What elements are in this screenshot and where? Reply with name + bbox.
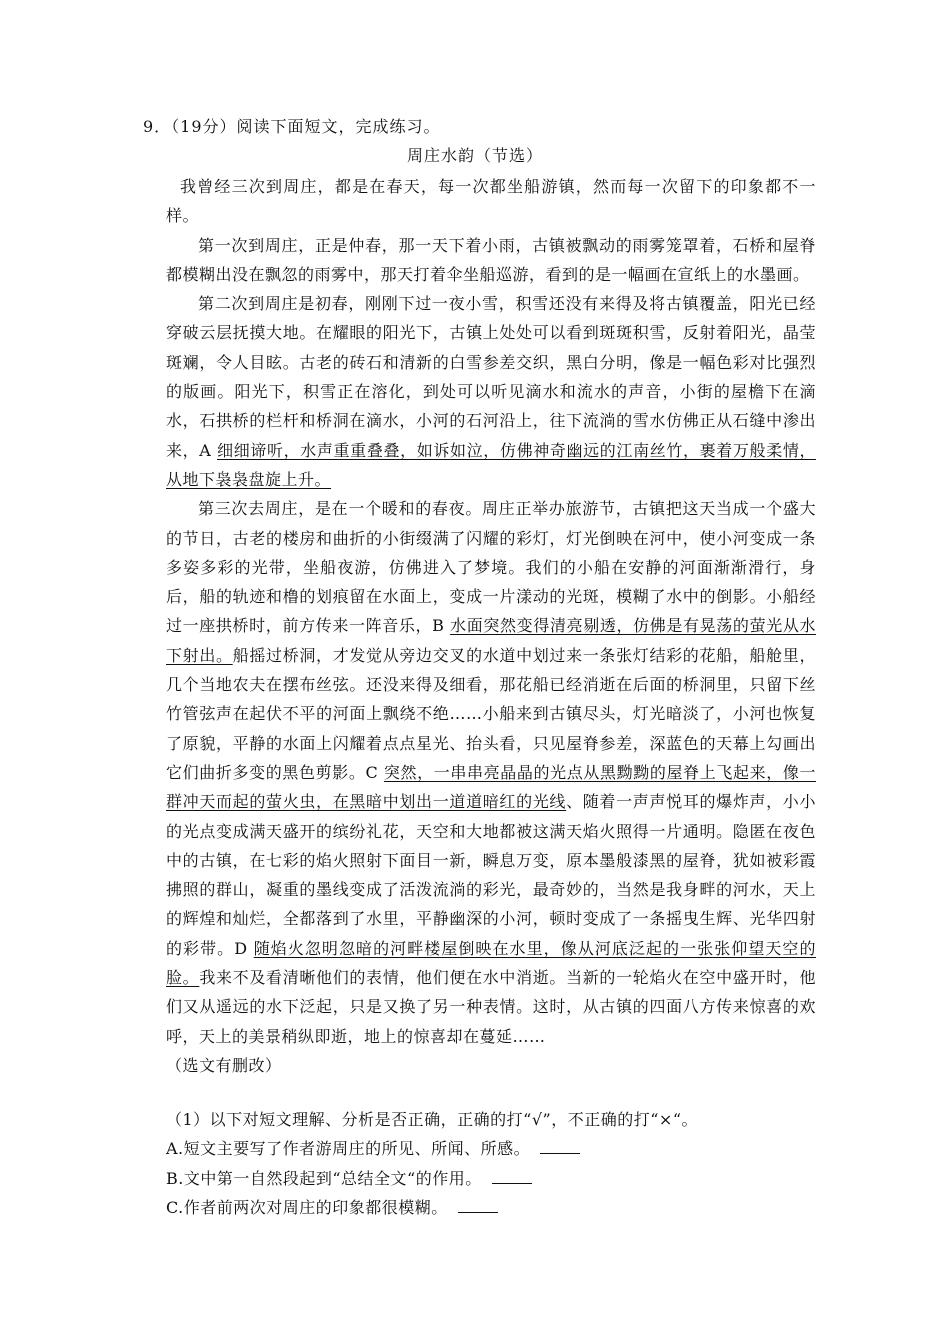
underlined-sentence-c: 突然，一串串亮晶晶的光点从黑黝黝的屋脊上飞起来，像一群冲天而起的萤火虫，在黑暗中划出一道道暗红的光线 — [166, 762, 816, 812]
paragraph-1: 我曾经三次到周庄，都是在春天，每一次都坐船游镇，然而每一次留下的印象都不一样。 — [166, 177, 816, 226]
question-block — [166, 1105, 816, 1222]
underlined-sentence-b: 水面突然变得清亮剔透，仿佛是有晃荡的萤光从水下射出。 — [166, 616, 816, 665]
underlined-sentence-d: 随焰火忽明忽暗的河畔楼屋倒映在水里，像从河底泛起的一张张仰望天空的脸。 — [166, 938, 816, 988]
option-c-text: C.作者前两次对周庄的印象都很模糊。 — [166, 1197, 448, 1217]
paragraph-4-text-3: 、随着一声声悦耳的爆炸声，小小的光点变成满天盛开的缤纷礼花，天空和大地都被这满天焰火照得一片通明。隐匿在夜色中的古镇，在七彩的焰火照射下面目一新，瞬息万变，原本墨般漆黑的屋脊，犹如被彩霞拂照的群山，凝重的墨线变成了活泼流淌的彩光，最奇妙的，当然是我身畔的河水，天上的辉煌和灿烂，全都落到了水里，平静幽深的小河，顿时变成了一条摇曳生辉、光华四射的彩带。D — [166, 792, 816, 958]
paragraph-4-text-1: 第三次去周庄，是在一个暖和的春夜。周庄正举办旅游节，古镇把这天当成一个盛大的节日，古老的楼房和曲折的小街缀满了闪耀的彩灯，灯光倒映在河中，使小河变成一条多姿多彩的光带，坐船夜游，仿佛进入了梦境。我们的小船在安静的河面渐渐滑行，身后，船的轨迹和橹的划痕留在水面上，变成一片漾动的光斑，模糊了水中的倒影。小船经过一座拱桥时，前方传来一阵音乐，B — [166, 499, 816, 636]
option-a — [166, 1134, 816, 1163]
paragraph-3-text: 第二次到周庄是初春，刚刚下过一夜小雪，积雪还没有来得及将古镇覆盖，阳光已经穿破云层抚摸大地。在耀眼的阳光下，古镇上处处可以看到斑斑积雪，反射着阳光，晶莹斑斓，令人目眩。古老的砖石和清新的白雪参差交织，黑白分明，像是一幅色彩对比强烈的版画。阳光下，积雪正在溶化，到处可以听见滴水和流水的声音，小街的屋檐下在滴水，石拱桥的栏杆和桥洞在滴水，小河的石河沿上，往下流淌的雪水仿佛正从石缝中渗出来，A — [166, 294, 816, 460]
underlined-sentence-a: 细细谛听，水声重重叠叠，如诉如泣，仿佛神奇幽远的江南丝竹，裹着万般柔情，从地下袅袅盘旋上升。 — [166, 440, 816, 489]
paragraph-3 — [166, 289, 816, 494]
option-c — [166, 1193, 816, 1222]
option-a-text: A.短文主要写了作者游周庄的所见、所闻、所感。 — [166, 1139, 531, 1159]
answer-blank-b[interactable] — [492, 1167, 532, 1184]
passage-body — [166, 172, 816, 1080]
option-b-text: B.文中第一自然段起到“总结全文“的作用。 — [166, 1168, 482, 1188]
passage-title: 周庄水韵（节选） — [406, 146, 543, 165]
question-header: 9．（19分）阅读下面短文，完成练习。 — [143, 117, 441, 136]
answer-blank-c[interactable] — [458, 1196, 498, 1213]
option-b — [166, 1164, 816, 1193]
answer-blank-a[interactable] — [540, 1137, 580, 1154]
paragraph-2: 第一次到周庄，正是仲春，那一天下着小雨，古镇被飘动的雨雾笼罩着，石桥和屋脊都模糊出没在飘忽的雨雾中，那天打着伞坐船巡游，看到的是一幅画在宣纸上的水墨画。 — [166, 235, 816, 284]
paragraph-4-text-4: 我来不及看清晰他们的表情，他们便在水中消逝。当新的一轮焰火在空中盛开时，他们又从遥远的水下泛起，只是又换了另一种表情。这时，从古镇的四面八方传来惊喜的欢呼，天上的美景稍纵即逝，地上的惊喜却在蔓延…… — [166, 968, 816, 1046]
sub-question-1: （1）以下对短文理解、分析是否正确，正确的打“√”，不正确的打“×“。 — [166, 1110, 699, 1129]
paragraph-4 — [166, 494, 816, 1051]
paragraph-4-text-2: 船摇过桥洞，才发觉从旁边交叉的水道中划过来一条张灯结彩的花船，船舱里，几个当地农夫在摆布丝弦。还没来得及细看，那花船已经消逝在后面的桥洞里，只留下丝竹管弦声在起伏不平的河面上飘绕不绝……小船来到古镇尽头，灯光暗淡了，小河也恢复了原貌，平静的水面上闪耀着点点星光、抬头看，只见屋脊参差，深蓝色的天幕上勾画出它们曲折多变的黑色剪影。C — [166, 645, 816, 782]
source-note: （选文有删改） — [166, 1055, 282, 1075]
